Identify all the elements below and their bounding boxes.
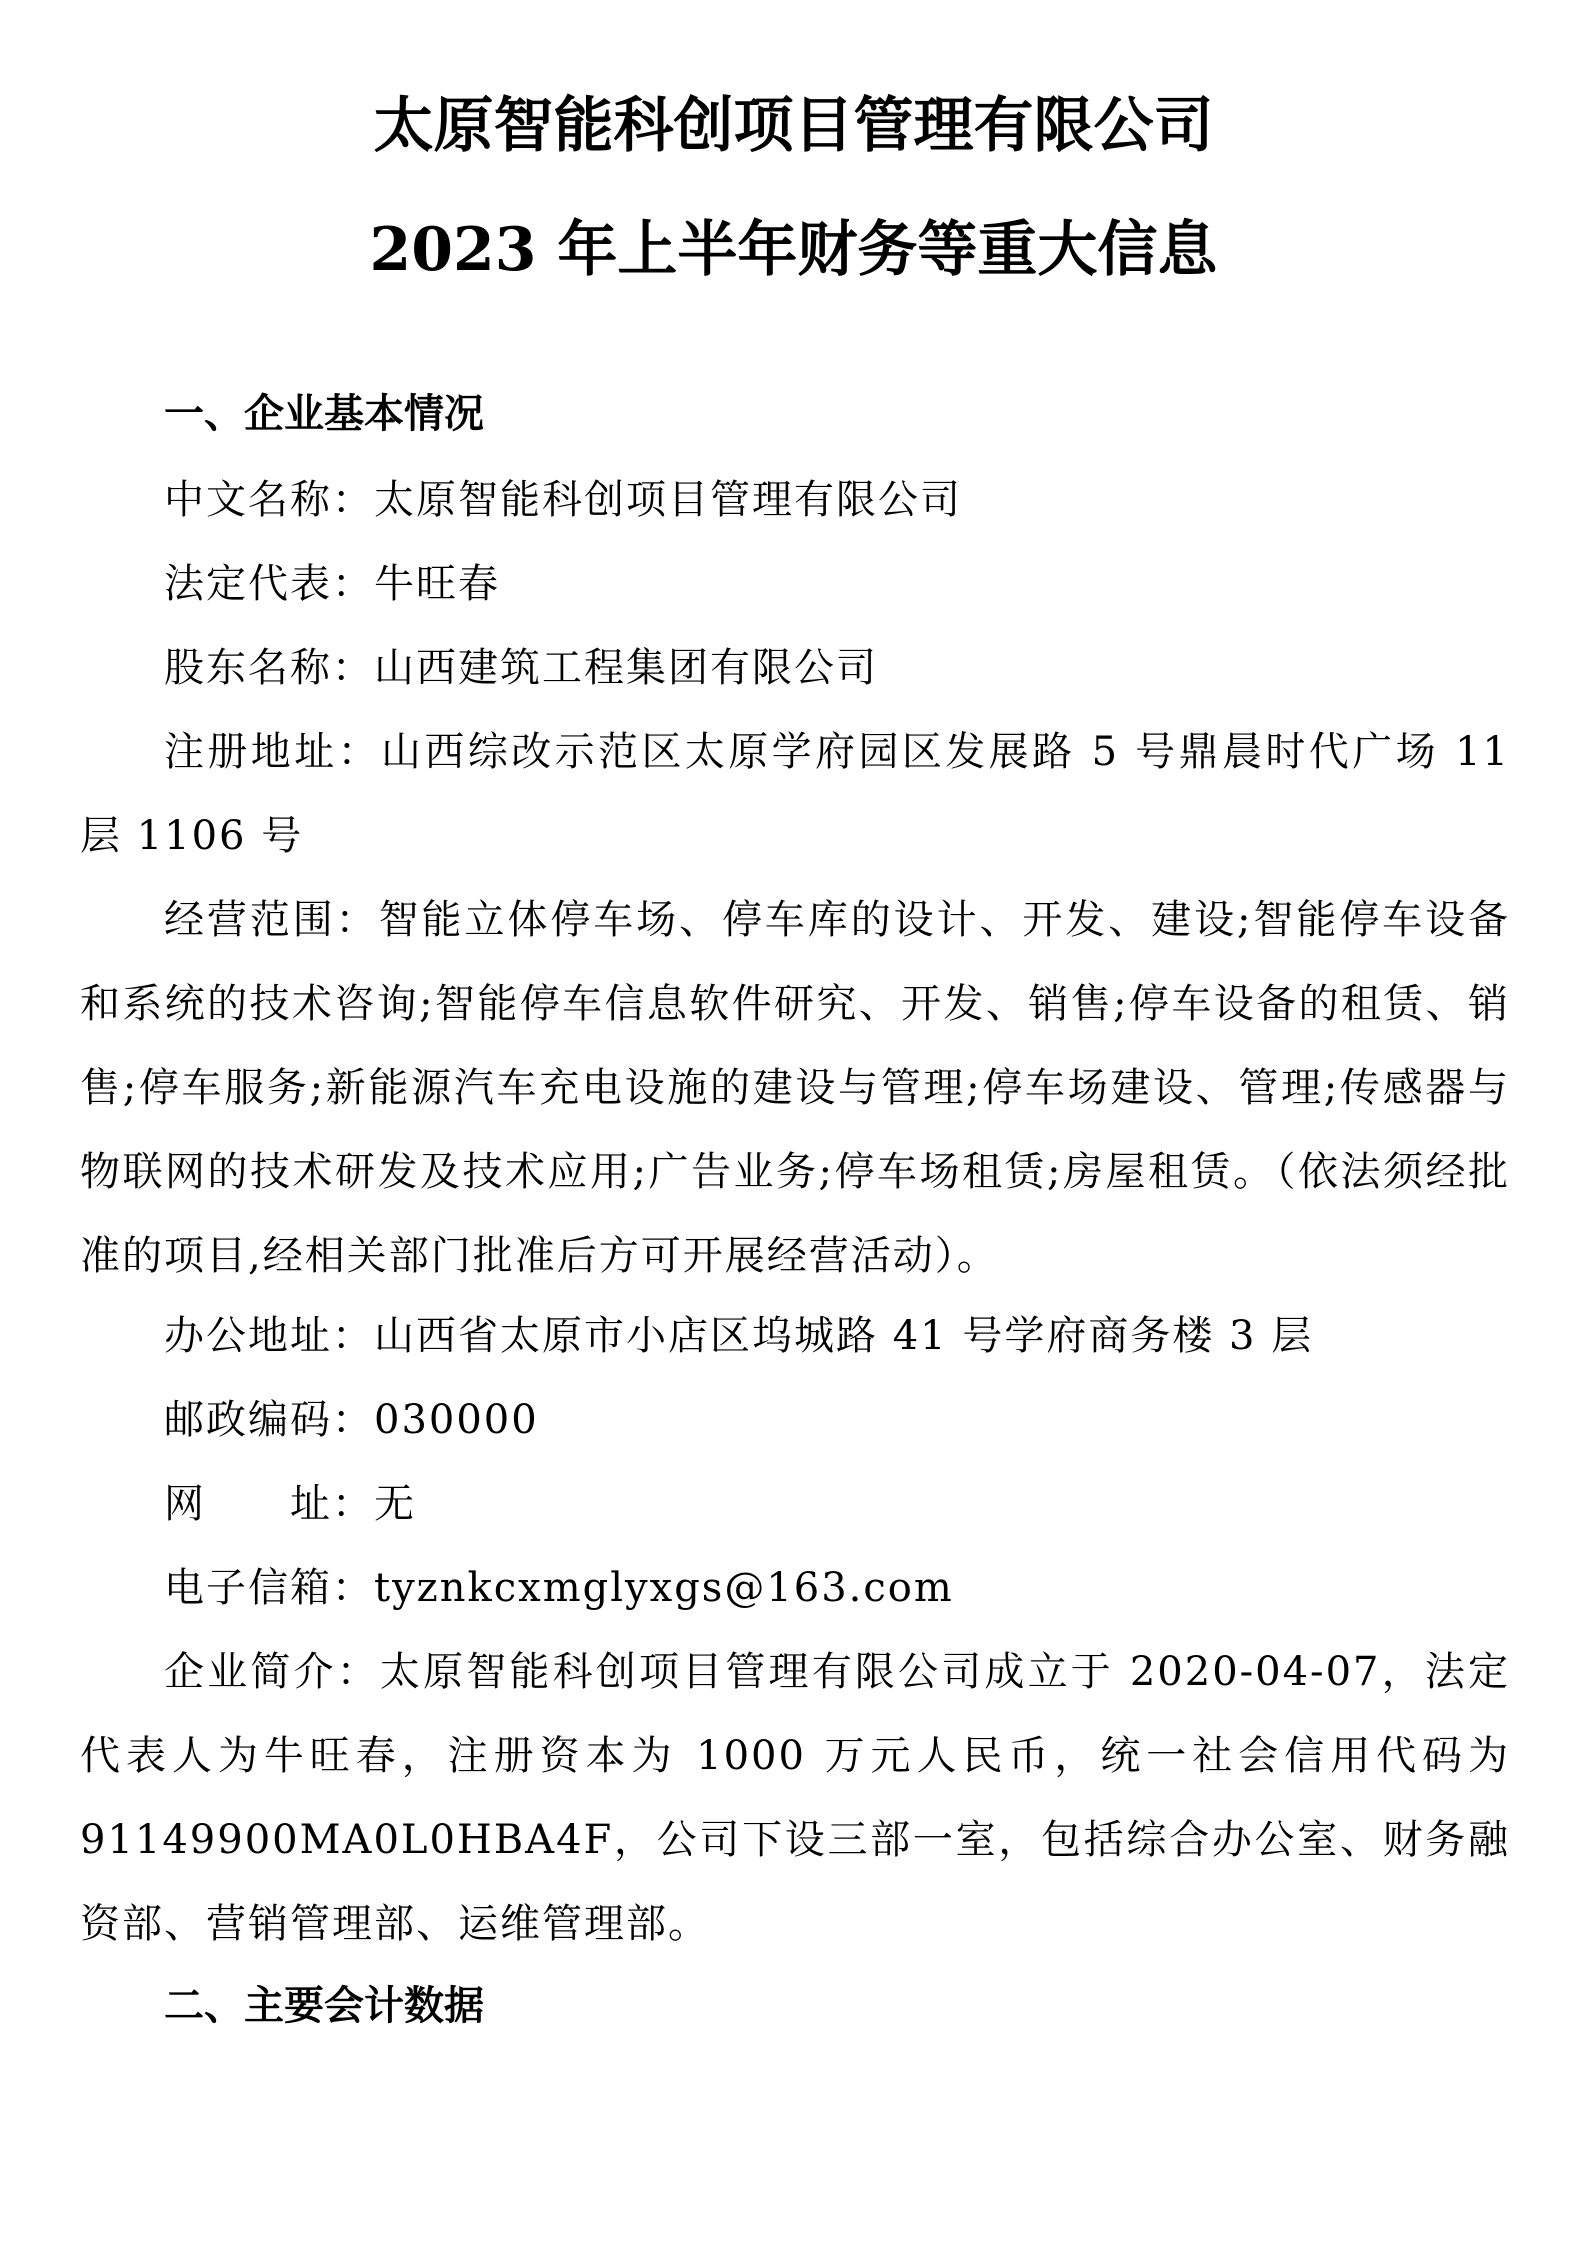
section2-heading: 二、主要会计数据 <box>164 1983 484 2029</box>
field-label: 网 址： <box>164 1481 374 1527</box>
document-title-line2: 2023 年上半年财务等重大信息 <box>369 215 1218 285</box>
field-value: 山西综改示范区太原学府园区发展路 5 号鼎晨时代广场 11 层 1106 号 <box>80 729 1511 859</box>
field-value: 山西建筑工程集团有限公司 <box>374 645 878 691</box>
field-registered-address <box>80 710 1510 878</box>
field-label: 邮政编码： <box>164 1397 374 1443</box>
field-value: 无 <box>374 1481 416 1527</box>
field-value: 牛旺春 <box>374 561 500 607</box>
field-label: 中文名称： <box>164 477 374 523</box>
field-company-profile <box>80 1630 1510 1966</box>
field-chinese-name <box>164 472 962 528</box>
field-label: 办公地址： <box>164 1313 374 1359</box>
section1-heading: 一、企业基本情况 <box>164 391 484 437</box>
field-website <box>164 1476 416 1532</box>
field-value: 山西省太原市小店区坞城路 41 号学府商务楼 3 层 <box>374 1313 1314 1359</box>
field-label: 注册地址： <box>164 729 382 775</box>
field-office-address <box>164 1308 1313 1364</box>
field-value: 智能立体停车场、停车库的设计、开发、建设;智能停车设备和系统的技术咨询;智能停车信息软件研究、开发、销售;停车设备的租赁、销售;停车服务;新能源汽车充电设施的建设与管理;停车场建设、管理;传感器与物联网的技术研发及技术应用;广告业务;停车场租赁;房屋租赁。（依法须经批准的项目,经相关部门批准后方可开展经营活动）。 <box>80 897 1511 1279</box>
field-label: 企业简介： <box>164 1649 380 1695</box>
field-label: 电子信箱： <box>164 1565 374 1611</box>
field-value: 太原智能科创项目管理有限公司成立于 2020-04-07，法定代表人为牛旺春，注册资本为 1000 万元人民币，统一社会信用代码为 91149900MA0L0HBA4F，公司下设三部一室，包括综合办公室、财务融资部、营销管理部、运维管理部。 <box>80 1649 1511 1947</box>
field-value: 030000 <box>374 1397 539 1443</box>
field-email <box>164 1560 954 1616</box>
field-value: 太原智能科创项目管理有限公司 <box>374 477 962 523</box>
field-business-scope <box>80 878 1510 1298</box>
document-title-line1: 太原智能科创项目管理有限公司 <box>373 91 1214 161</box>
field-postal-code <box>164 1392 539 1448</box>
field-label: 法定代表： <box>164 561 374 607</box>
field-legal-representative <box>164 556 500 612</box>
field-shareholder <box>164 640 878 696</box>
field-value: tyznkcxmglyxgs@163.com <box>374 1565 954 1611</box>
field-label: 经营范围： <box>164 897 379 943</box>
field-label: 股东名称： <box>164 645 374 691</box>
